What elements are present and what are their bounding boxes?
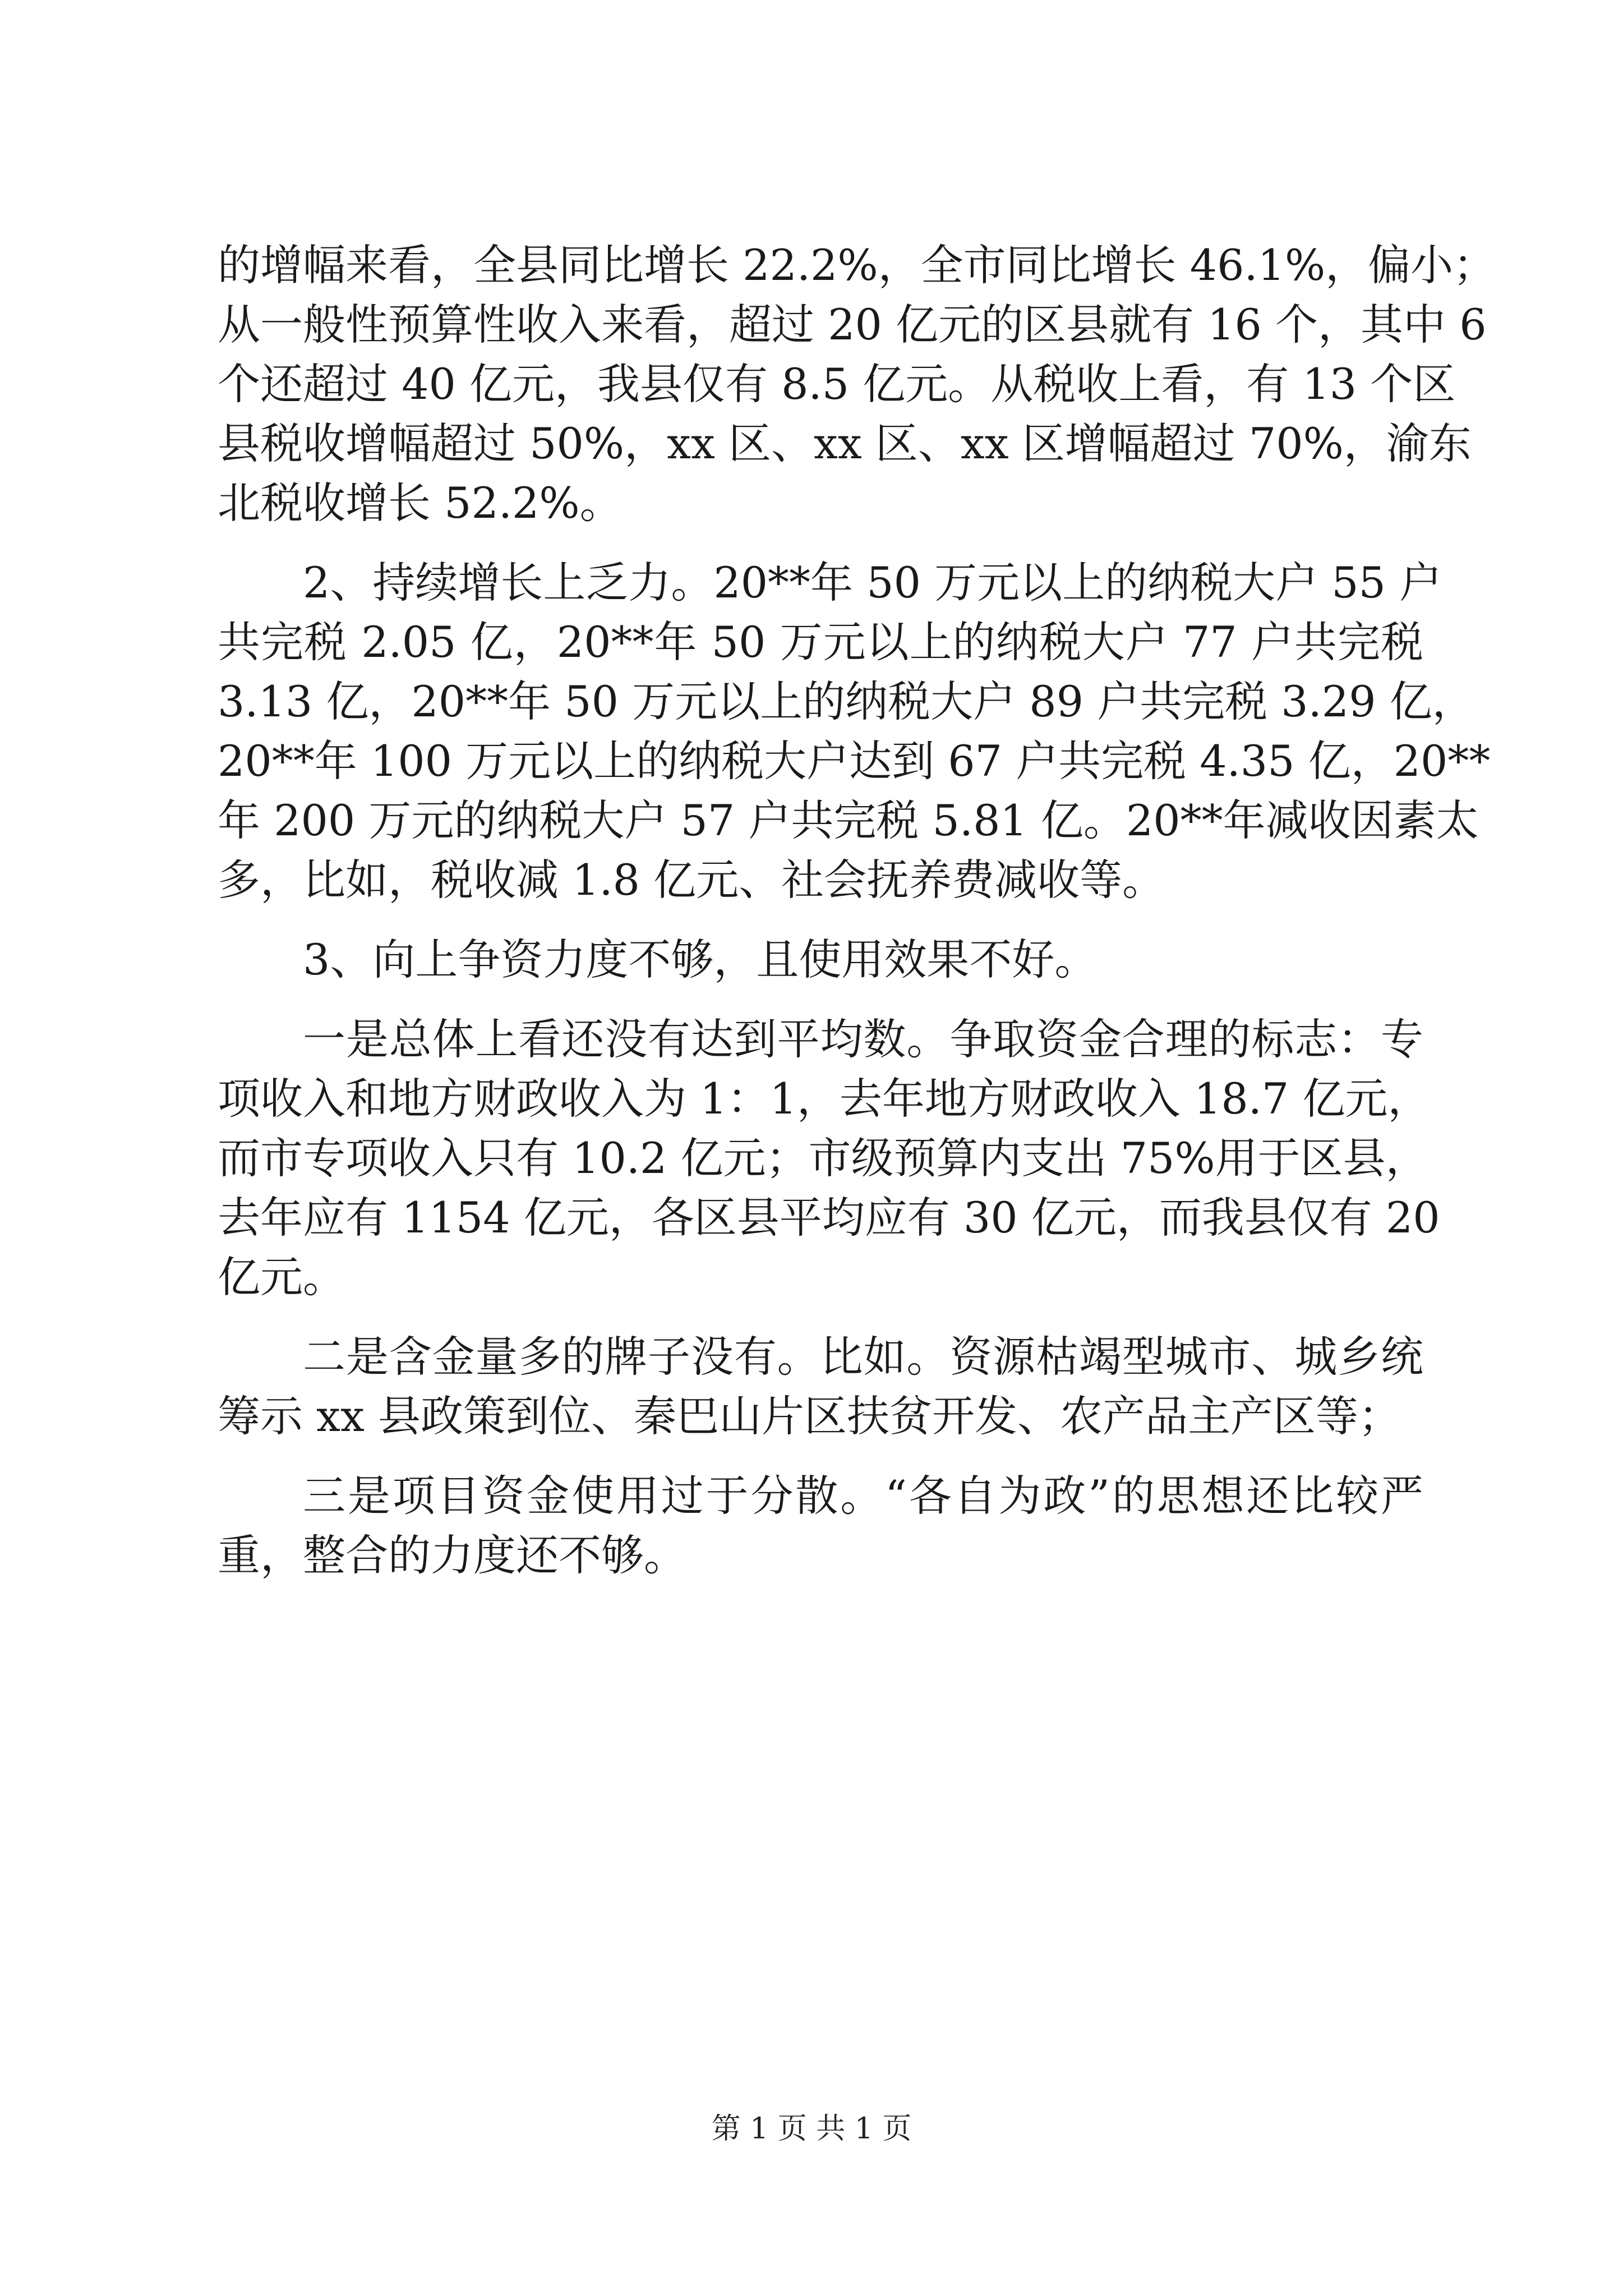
paragraph-line: 一是总体上看还没有达到平均数。争取资金合理的标志：专 bbox=[303, 1014, 1423, 1064]
paragraph-line: 3.13 亿，20**年 50 万元以上的纳税大户 89 户共完税 3.29 亿， bbox=[218, 677, 1475, 726]
paragraph-line: 而市专项收入只有 10.2 亿元；市级预算内支出 75%用于区县， bbox=[218, 1133, 1428, 1183]
paragraph-line: 北税收增长 52.2%。 bbox=[218, 478, 623, 528]
paragraph-line: 重，整合的力度还不够。 bbox=[218, 1530, 686, 1580]
paragraph-line: 多，比如，税收减 1.8 亿元、社会抚养费减收等。 bbox=[218, 855, 1165, 905]
paragraph-line: 亿元。 bbox=[218, 1252, 345, 1302]
paragraph-line: 三是项目资金使用过于分散。“各自为政”的思想还比较严 bbox=[303, 1471, 1423, 1521]
paragraph-line: 从一般性预算性收入来看，超过 20 亿元的区县就有 16 个，其中 6 bbox=[218, 300, 1487, 349]
paragraph-line: 2、持续增长上乏力。20**年 50 万元以上的纳税大户 55 户 bbox=[303, 558, 1442, 608]
paragraph-line: 共完税 2.05 亿，20**年 50 万元以上的纳税大户 77 户共完税 bbox=[218, 617, 1423, 667]
paragraph-line: 县税收增幅超过 50%，xx 区、xx 区、xx 区增幅超过 70%，渝东 bbox=[218, 418, 1472, 468]
paragraph-line: 的增幅来看，全县同比增长 22.2%，全市同比增长 46.1%，偏小； bbox=[218, 240, 1496, 290]
page-number-footer: 第 1 页 共 1 页 bbox=[711, 2112, 912, 2146]
document-body bbox=[218, 236, 1496, 1585]
paragraph-line: 去年应有 1154 亿元，各区县平均应有 30 亿元，而我县仅有 20 bbox=[218, 1193, 1440, 1243]
paragraph-line: 筹示 xx 县政策到位、秦巴山片区扶贫开发、农产品主产区等； bbox=[218, 1391, 1401, 1441]
paragraph-line: 二是含金量多的牌子没有。比如。资源枯竭型城市、城乡统 bbox=[303, 1332, 1423, 1382]
paragraph-line: 个还超过 40 亿元，我县仅有 8.5 亿元。从税收上看，有 13 个区 bbox=[218, 359, 1456, 409]
paragraph-line: 3、向上争资力度不够，且使用效果不好。 bbox=[303, 935, 1098, 984]
paragraph-line: 项收入和地方财政收入为 1：1，去年地方财政收入 18.7 亿元， bbox=[218, 1074, 1431, 1124]
paragraph-line: 20**年 100 万元以上的纳税大户达到 67 户共完税 4.35 亿，20** bbox=[218, 736, 1491, 786]
paragraph-line: 年 200 万元的纳税大户 57 户共完税 5.81 亿。20**年减收因素太 bbox=[218, 795, 1479, 845]
